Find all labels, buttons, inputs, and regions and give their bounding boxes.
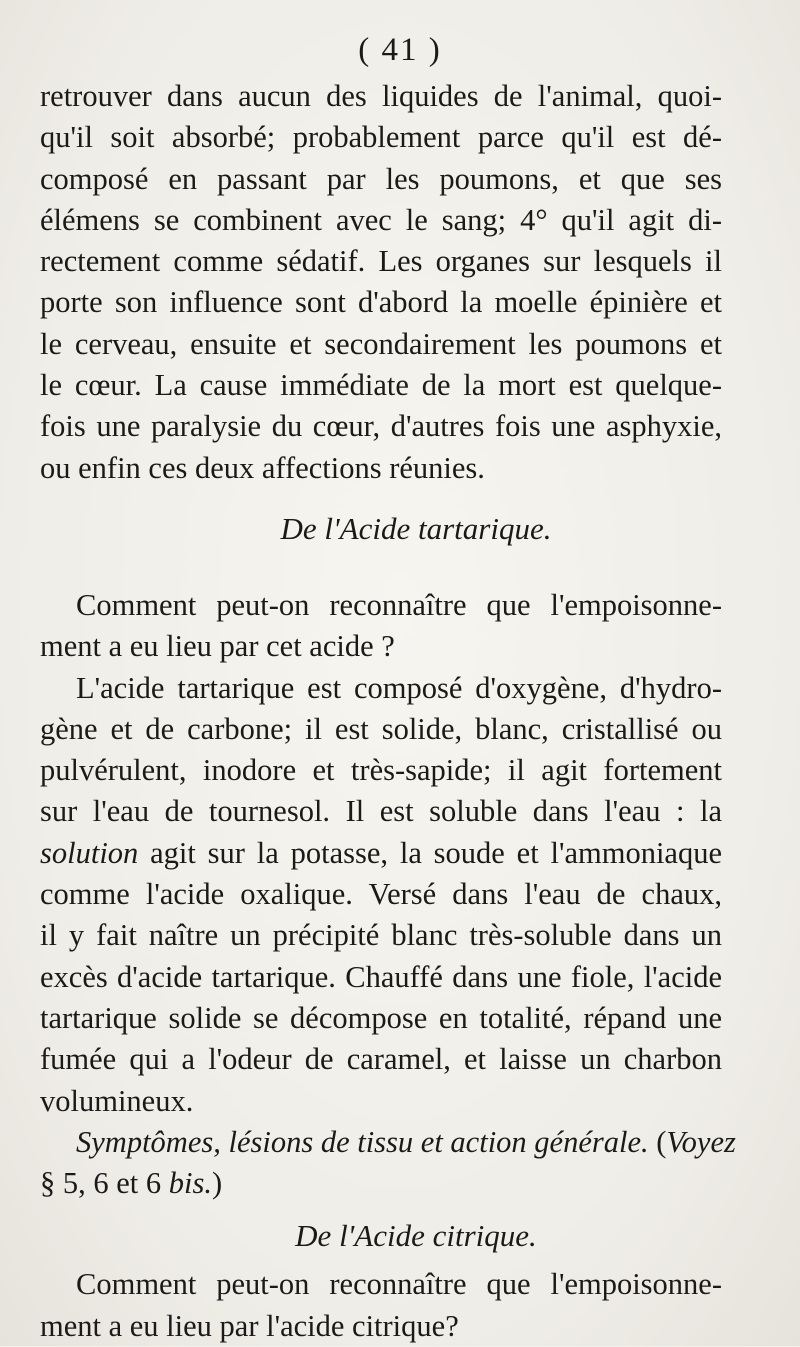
text-line: le cerveau, ensuite et secondairement les poumons et xyxy=(40,326,722,361)
paragraph-tartaric-properties xyxy=(40,668,722,1122)
question-citric xyxy=(40,1264,722,1347)
text-line: élémens se combinent avec le sang; 4° qu'il agit di- xyxy=(40,202,722,237)
text-line xyxy=(40,1163,722,1204)
italic-word-solution: solution xyxy=(40,835,139,870)
text-line: rectement comme sédatif. Les organes sur lesquels il xyxy=(40,244,722,279)
symptoms-reference xyxy=(40,1122,736,1205)
text-line: volumineux. xyxy=(40,1083,194,1118)
text-line: il y fait naître un précipité blanc très-soluble dans un xyxy=(40,918,722,953)
paragraph-arsenic-conclusion xyxy=(40,76,722,489)
text-line xyxy=(40,1122,736,1163)
line-rest: agit sur la potasse, la soude et l'ammoniaque xyxy=(138,835,722,870)
text-line: retrouver dans aucun des liquides de l'animal, quoi- xyxy=(40,79,722,113)
text-line: le cœur. La cause immédiate de la mort est quelque- xyxy=(40,368,722,403)
voyez-italic: Voyez xyxy=(666,1124,736,1159)
text-line: L'acide tartarique est composé d'oxygène, d'hydro- xyxy=(76,670,722,705)
text-line: tartarique solide se décompose en totalité, répand une xyxy=(40,1000,722,1035)
text-line: porte son influence sont d'abord la moelle épinière et xyxy=(40,285,722,320)
text-line: pulvérulent, inodore et très-sapide; il agit fortement xyxy=(40,753,722,788)
text-line: Comment peut-on reconnaître que l'empoisonne- xyxy=(76,587,722,622)
text-line: sur l'eau de tournesol. Il est soluble dans l'eau : la xyxy=(40,794,722,829)
body-text xyxy=(40,76,736,1347)
section-heading-citric-acid: De l'Acide citrique. xyxy=(295,1218,537,1254)
text-line: fumée qui a l'odeur de caramel, et laisse un charbon xyxy=(40,1042,722,1077)
bis-italic: bis. xyxy=(168,1166,212,1201)
question-tartaric xyxy=(40,585,722,668)
paren-open: ( xyxy=(648,1124,667,1159)
text-line: ment a eu lieu par cet acide ? xyxy=(40,629,395,664)
text-line: ment a eu lieu par l'acide citrique? xyxy=(40,1308,459,1343)
text-line: comme l'acide oxalique. Versé dans l'eau de chaux, xyxy=(40,877,722,912)
text-line: gène et de carbone; il est solide, blanc, cristallisé ou xyxy=(40,711,722,746)
text-line: fois une paralysie du cœur, d'autres fois une asphyxie, xyxy=(40,409,722,444)
text-line xyxy=(40,833,722,874)
paren-close: ) xyxy=(211,1166,223,1201)
section-ref: § 5, 6 et 6 xyxy=(40,1166,169,1201)
page-number: ( 41 ) xyxy=(358,32,442,68)
section-heading-tartaric-acid: De l'Acide tartarique. xyxy=(280,510,552,546)
text-line: composé en passant par les poumons, et que ses xyxy=(40,161,722,196)
text-line: excès d'acide tartarique. Chauffé dans une fiole, l'acide xyxy=(40,959,722,994)
text-line: qu'il soit absorbé; probablement parce qu'il est dé- xyxy=(40,120,722,155)
text-line: ou enfin ces deux affections réunies. xyxy=(40,450,485,485)
text-line: Comment peut-on reconnaître que l'empoisonne- xyxy=(76,1267,722,1302)
symptoms-italic: Symptômes, lésions de tissu et action générale. xyxy=(76,1124,649,1159)
